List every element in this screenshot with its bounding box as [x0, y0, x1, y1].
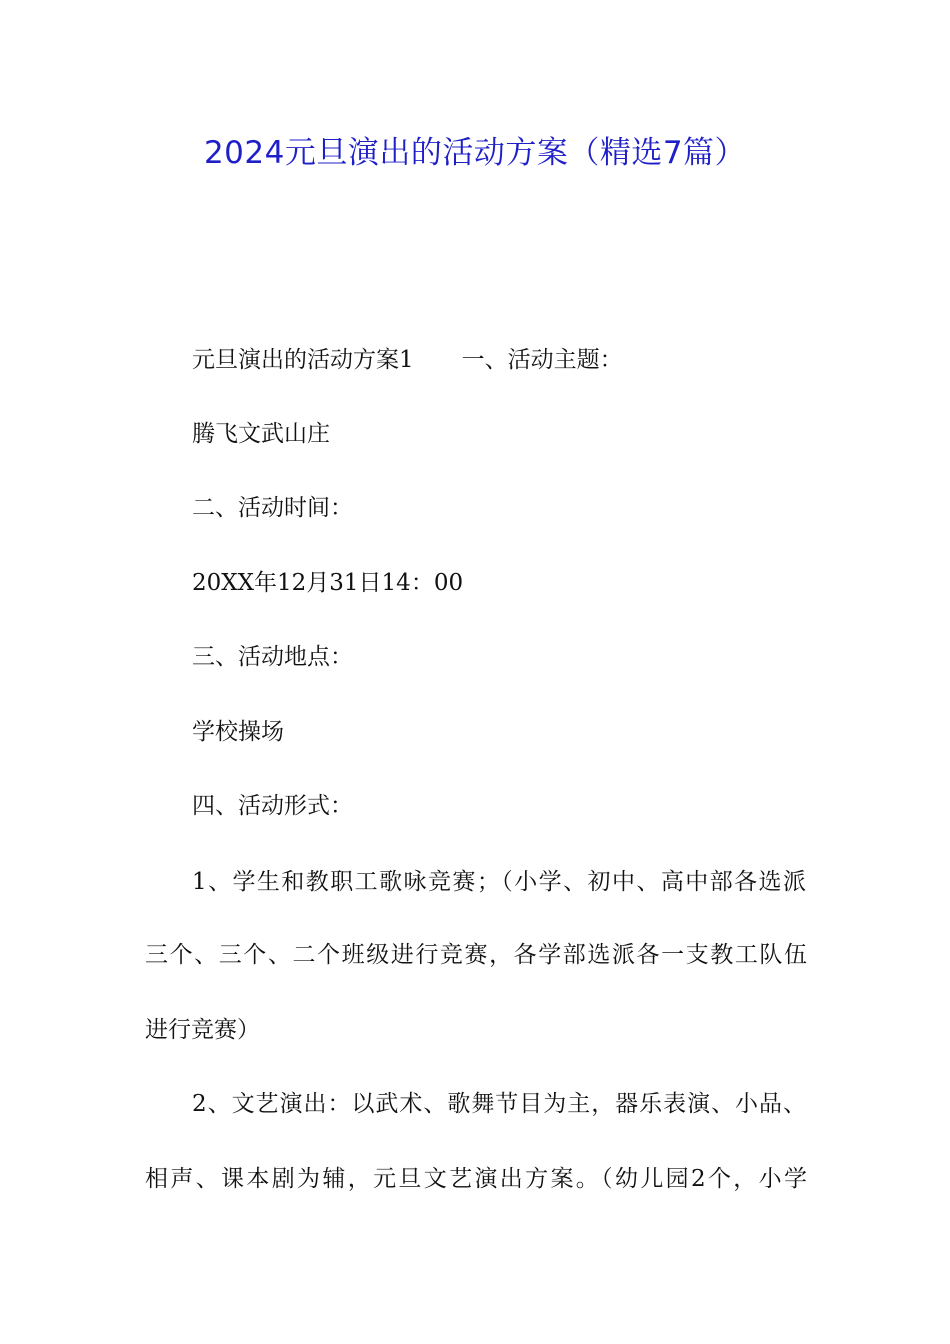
section-heading: 元旦演出的活动方案1	[192, 347, 414, 373]
document-title: 2024元旦演出的活动方案（精选7篇）	[203, 135, 747, 171]
paragraph-line: 相声、课本剧为辅，元旦文艺演出方案。（幼儿园2个，小学	[145, 1166, 807, 1192]
paragraph-line	[192, 340, 623, 380]
section-heading: 三、活动地点：	[192, 644, 353, 670]
section-heading: 一、活动主题：	[461, 347, 623, 373]
paragraph-line: 进行竞赛）	[145, 1017, 260, 1043]
paragraph-line: 2、文艺演出：以武术、歌舞节目为主，器乐表演、小品、	[192, 1091, 806, 1117]
paragraph-line: 学校操场	[192, 719, 284, 745]
paragraph-line: 三个、三个、二个班级进行竞赛，各学部选派各一支教工队伍	[145, 942, 807, 968]
section-heading: 二、活动时间：	[192, 495, 353, 521]
section-heading: 四、活动形式：	[192, 793, 353, 819]
paragraph-line: 20XX年12月31日14：00	[192, 570, 464, 596]
paragraph-line: 1、学生和教职工歌咏竞赛；（小学、初中、高中部各选派	[192, 869, 806, 895]
paragraph-line: 腾飞文武山庄	[192, 421, 330, 447]
